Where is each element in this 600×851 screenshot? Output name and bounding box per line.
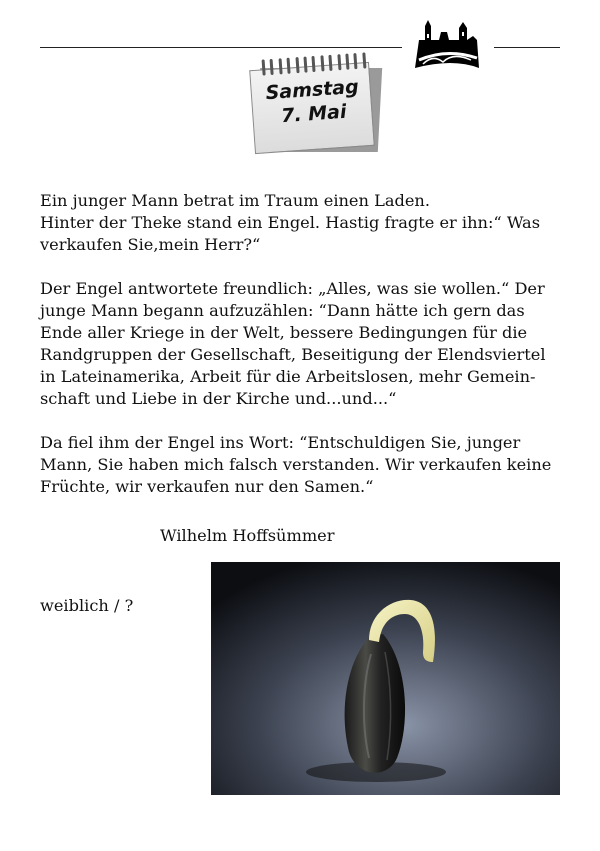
text-line: Früchte, wir verkaufen nur den Samen.“ <box>40 477 374 496</box>
text-line: verkaufen Sie,mein Herr?“ <box>40 235 261 254</box>
calendar-date-label <box>252 74 373 130</box>
sprouting-seed-photo <box>211 562 560 795</box>
text-line: Hinter der Theke stand ein Engel. Hastig fragte er ihn:“ Was <box>40 213 541 232</box>
paragraph-3 <box>40 432 570 498</box>
text-line: Ende aller Kriege in der Welt, bessere Bedingungen für die <box>40 323 528 342</box>
church-town-logo-icon <box>413 18 481 72</box>
calendar-date: 7. Mai <box>280 100 348 128</box>
author-name: Wilhelm Hoffsümmer <box>160 526 335 545</box>
paragraph-1 <box>40 190 570 256</box>
text-line: in Lateinamerika, Arbeit für die Arbeitslosen, mehr Gemein- <box>40 367 536 386</box>
header-rule-right <box>494 47 560 48</box>
calendar-graphic <box>248 52 378 152</box>
calendar-day: Samstag <box>264 75 360 105</box>
text-line: Da fiel ihm der Engel ins Wort: “Entschuldigen Sie, junger <box>40 433 521 452</box>
text-line: Mann, Sie haben mich falsch verstanden. Wir verkaufen keine <box>40 455 552 474</box>
paragraph-2 <box>40 278 570 410</box>
text-line: Der Engel antwortete freundlich: „Alles, was sie wollen.“ Der <box>40 279 545 298</box>
header-rule-left <box>40 47 402 48</box>
text-line: Randgruppen der Gesellschaft, Beseitigung der Elendsviertel <box>40 345 546 364</box>
text-line: schaft und Liebe in der Kirche und...und...“ <box>40 389 397 408</box>
text-line: junge Mann begann aufzuzählen: “Dann hätte ich gern das <box>40 301 525 320</box>
story-text <box>40 190 570 520</box>
image-credit: weiblich / ? <box>40 596 134 615</box>
text-line: Ein junger Mann betrat im Traum einen Laden. <box>40 191 430 210</box>
